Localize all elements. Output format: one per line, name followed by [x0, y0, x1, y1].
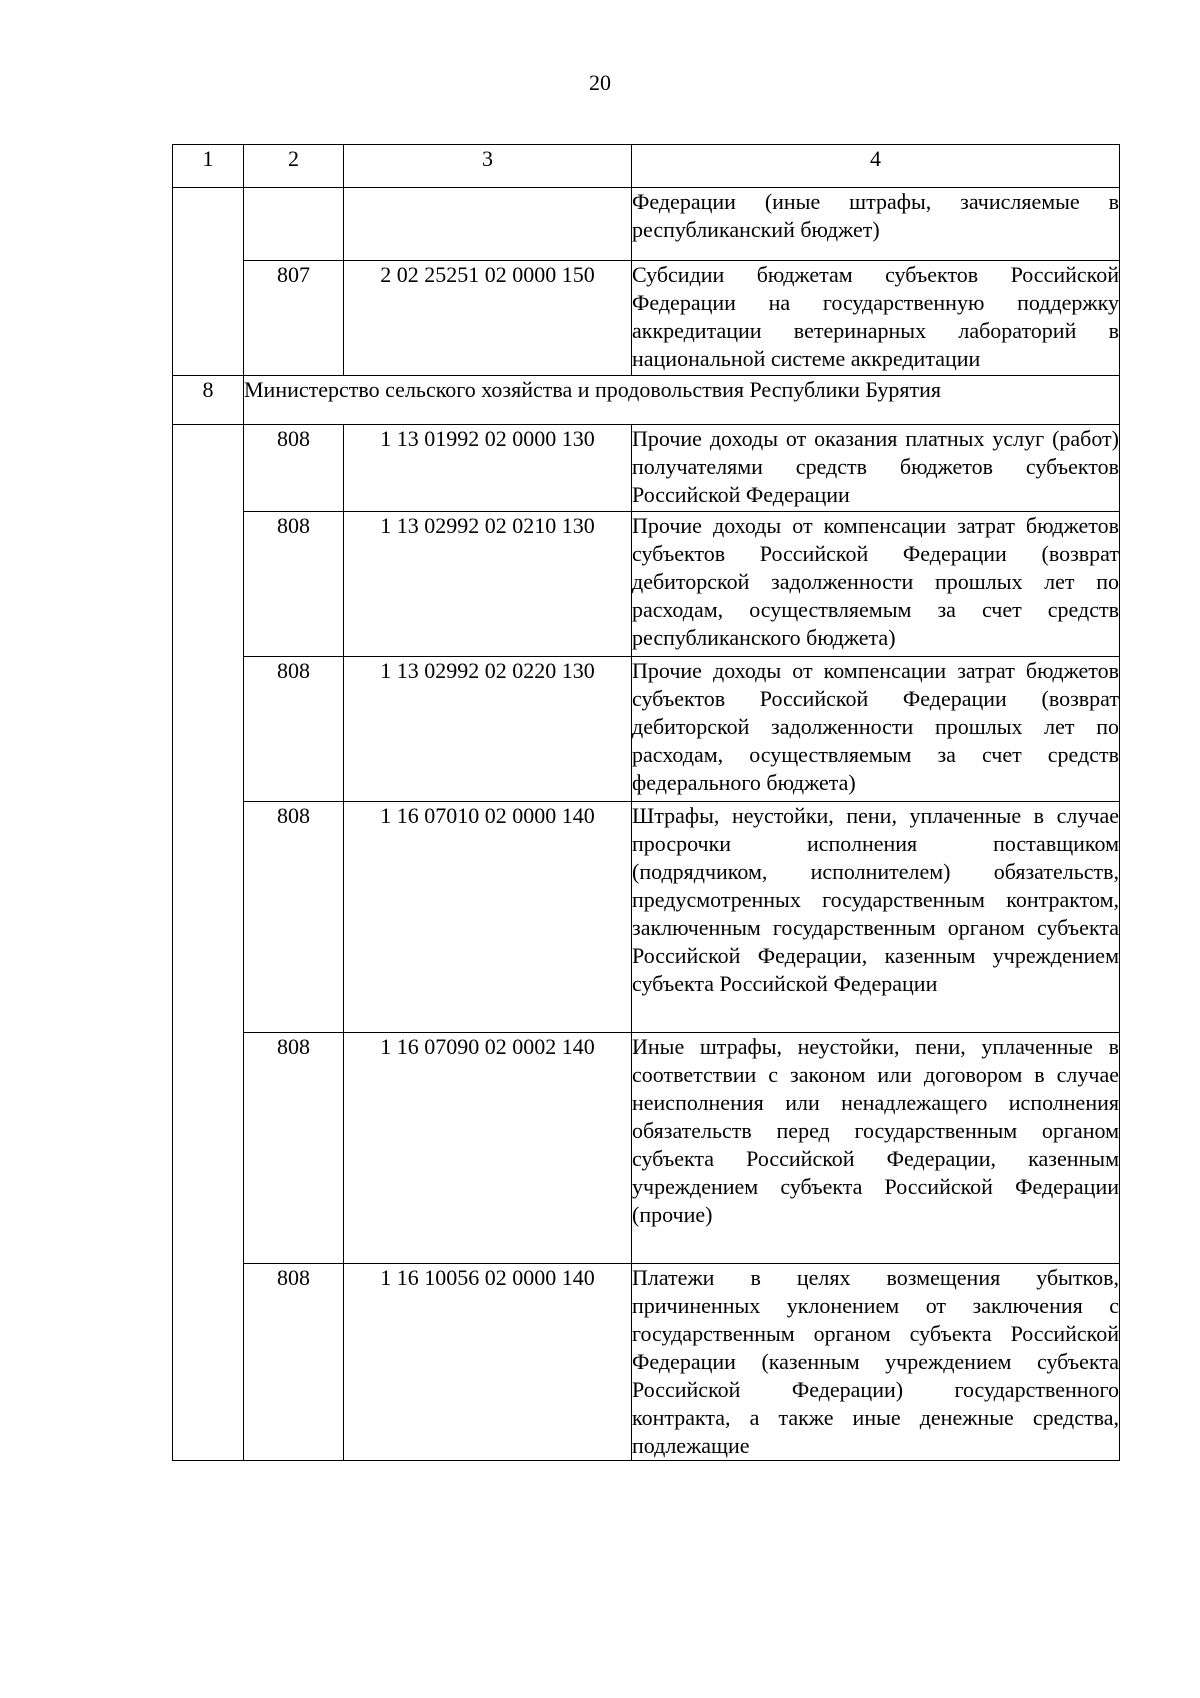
income-code-cell: 1 13 02992 02 0210 130: [344, 512, 632, 657]
section-number-cell-empty: [173, 425, 244, 1461]
page-number: 20: [589, 70, 611, 95]
description-cell: Прочие доходы от оказания платных услуг (работ) получателями средств бюджетов субъектов Российской Федерации: [632, 425, 1120, 512]
income-code-cell: 2 02 25251 02 0000 150: [344, 261, 632, 376]
income-code-cell: 1 16 07010 02 0000 140: [344, 802, 632, 1033]
description-cell: Прочие доходы от компенсации затрат бюджетов субъектов Российской Федерации (возврат дебиторской задолженности прошлых лет по расходам, осуществляемым за счет средств федерального бюджета): [632, 657, 1120, 802]
table-row: [173, 1264, 1120, 1461]
table-row: [173, 261, 1120, 376]
admin-code-cell: 808: [244, 425, 344, 512]
table-row: [173, 1033, 1120, 1264]
admin-code-cell: 808: [244, 1264, 344, 1461]
table-row: [173, 425, 1120, 512]
admin-code-cell-empty: [244, 188, 344, 261]
column-number-3: 3: [344, 145, 632, 188]
column-number-1: 1: [173, 145, 244, 188]
description-cell: Иные штрафы, неустойки, пени, уплаченные в соответствии с законом или договором в случае неисполнения или ненадлежащего исполнения обязательств перед государственным органом субъекта Российской Федерации, казенным учреждением субъекта Российской Федерации (прочие): [632, 1033, 1120, 1264]
column-number-4: 4: [632, 145, 1120, 188]
revenue-codes-table: [172, 144, 1120, 1461]
description-cell: Штрафы, неустойки, пени, уплаченные в случае просрочки исполнения поставщиком (подрядчиком, исполнителем) обязательств, предусмотренных государственным контрактом, заключенным государственным органом субъекта Российской Федерации, казенным учреждением субъекта Российской Федерации: [632, 802, 1120, 1033]
admin-code-cell: 808: [244, 1033, 344, 1264]
section-heading-row: [173, 376, 1120, 425]
description-cell: Прочие доходы от компенсации затрат бюджетов субъектов Российской Федерации (возврат дебиторской задолженности прошлых лет по расходам, осуществляемым за счет средств республиканского бюджета): [632, 512, 1120, 657]
income-code-cell: 1 13 01992 02 0000 130: [344, 425, 632, 512]
section-number-cell-empty: [173, 188, 244, 376]
income-code-cell: 1 16 07090 02 0002 140: [344, 1033, 632, 1264]
income-code-cell: 1 16 10056 02 0000 140: [344, 1264, 632, 1461]
income-code-cell: 1 13 02992 02 0220 130: [344, 657, 632, 802]
description-cell: Субсидии бюджетам субъектов Российской Федерации на государственную поддержку аккредитации ветеринарных лабораторий в национальной системе аккредитации: [632, 261, 1120, 376]
table-row: [173, 512, 1120, 657]
admin-code-cell: 808: [244, 802, 344, 1033]
table-header-row: [173, 145, 1120, 188]
table-row-continuation: [173, 188, 1120, 261]
table-row: [173, 802, 1120, 1033]
description-cell: Федерации (иные штрафы, зачисляемые в республиканский бюджет): [632, 188, 1120, 261]
column-number-2: 2: [244, 145, 344, 188]
table-row: [173, 657, 1120, 802]
admin-code-cell: 807: [244, 261, 344, 376]
admin-code-cell: 808: [244, 512, 344, 657]
section-title: Министерство сельского хозяйства и продовольствия Республики Бурятия: [244, 376, 1120, 425]
description-cell: Платежи в целях возмещения убытков, причиненных уклонением от заключения с государственным органом субъекта Российской Федерации (казенным учреждением субъекта Российской Федерации) государственного контракта, а также иные денежные средства, подлежащие: [632, 1264, 1120, 1461]
income-code-cell-empty: [344, 188, 632, 261]
admin-code-cell: 808: [244, 657, 344, 802]
section-number: 8: [173, 376, 244, 425]
